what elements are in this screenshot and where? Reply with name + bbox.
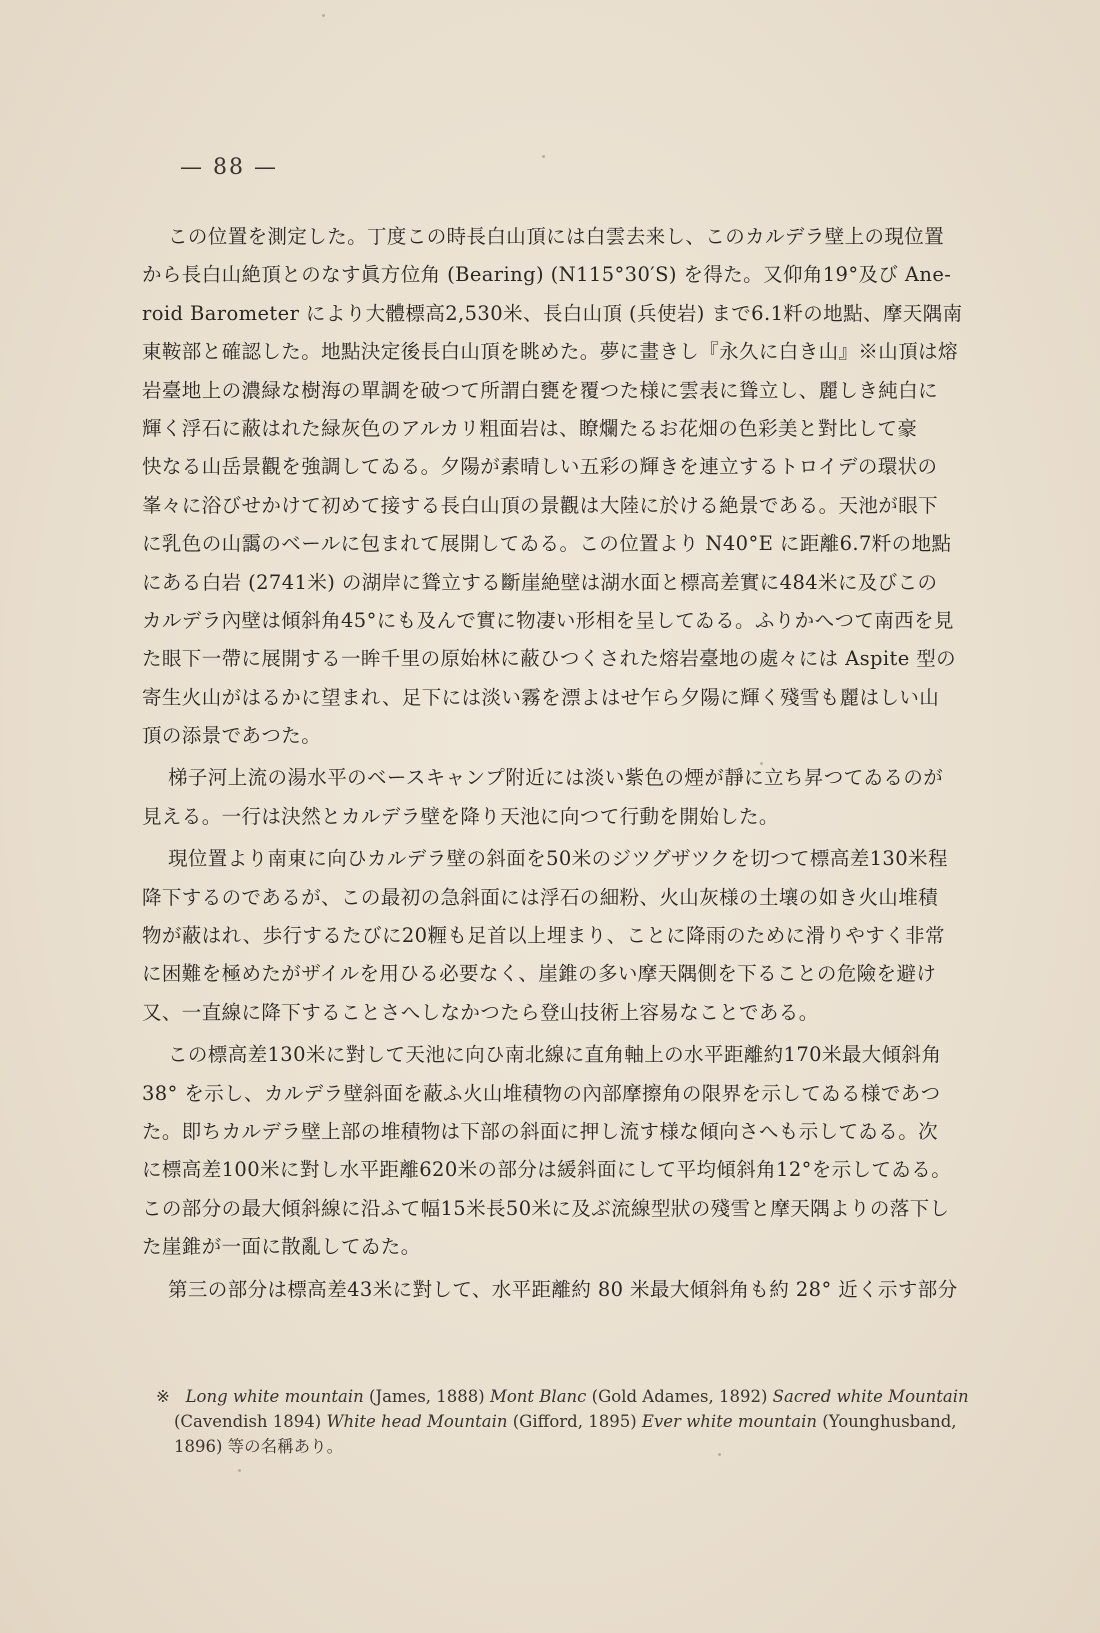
footnote-line (156, 1409, 1006, 1434)
paper-speck (760, 762, 763, 765)
text-line: この位置を測定した。丁度この時長白山頂には白雲去来し、このカルデラ壁上の現位置 (168, 225, 945, 248)
text-line: た崖錐が一面に散亂してゐた。 (142, 1235, 421, 1259)
text-line: 見える。一行は決然とカルデラ壁を降り天池に向つて行動を開始した。 (142, 804, 779, 828)
text-line: から長白山絶頂とのなす眞方位角 (Bearing) (N115°30′S) を得た。又仰角19°及び Ane- (142, 263, 952, 287)
text-line: にある白岩 (2741米) の湖岸に聳立する斷崖絶壁は湖水面と標高差實に484米に及びこの (142, 570, 938, 594)
paper-speck (542, 155, 545, 158)
text-line: に困難を極めたがザイルを用ひる必要なく、崖錐の多い摩天隅側を下ることの危險を避け (142, 962, 937, 986)
paper-speck (718, 1453, 721, 1456)
footnote-source: (Gifford, 1895) (512, 1412, 637, 1431)
text-line: た眼下一帶に展開する一眸千里の原始林に蔽ひつくされた熔岩臺地の處々には Aspite 型の (142, 647, 957, 671)
footnote-line: 1896) 等の名稱あり。 (174, 1437, 344, 1456)
footnote-source: (James, 1888) (369, 1387, 485, 1406)
text-line: 38° を示し、カルデラ壁斜面を蔽ふ火山堆積物の內部摩擦角の限界を示してゐる様であつ (142, 1081, 941, 1105)
footnote-mark: ※ (156, 1387, 170, 1406)
paragraph (142, 759, 1002, 836)
text-line: 頂の添景であつた。 (142, 724, 322, 748)
text-line: この標高差130米に對して天池に向ひ南北線に直角軸上の水平距離約170米最大傾斜角 (168, 1043, 942, 1067)
text-line: に標高差100米に對し水平距離620米の部分は緩斜面にして平均傾斜角12°を示してゐる。 (142, 1158, 952, 1182)
text-line: 峯々に浴びせかけて初めて接する長白山頂の景觀は大陸に於ける絶景である。天池が眼下 (142, 493, 939, 517)
footnote-source: (Younghusband, (822, 1412, 957, 1431)
body-text (142, 218, 1002, 1309)
footnote-line (156, 1384, 1006, 1409)
text-line: 東鞍部と確認した。地點決定後長白山頂を眺めた。夢に畫きし『永久に白き山』※山頂は熔 (142, 340, 958, 364)
footnote-title: Long white mountain (185, 1387, 364, 1406)
paragraph (142, 218, 1002, 755)
text-line: 快なる山岳景觀を強調してゐる。夕陽が素晴しい五彩の輝きを連立するトロイデの環状の (142, 455, 938, 479)
text-line: 降下するのであるが、この最初の急斜面には浮石の細粉、火山灰様の土壤の如き火山堆積 (142, 885, 939, 909)
text-line: 物が蔽はれ、歩行するたびに20糎も足首以上埋まり、ことに降雨のために滑りやすく非常 (142, 924, 945, 948)
footnote-title: Sacred white Mountain (772, 1387, 969, 1406)
paper-speck (322, 14, 325, 17)
text-line: 輝く浮石に蔽はれた緑灰色のアルカリ粗面岩は、瞭爛たるお花畑の色彩美と對比して豪 (142, 416, 918, 440)
footnote-title: Mont Blanc (489, 1387, 587, 1406)
paragraph (142, 840, 1002, 1032)
text-line: 現位置より南東に向ひカルデラ壁の斜面を50米のジツグザツクを切つて標高差130米程 (168, 847, 948, 871)
footnote-title: White head Mountain (326, 1412, 508, 1431)
text-line: カルデラ內壁は傾斜角45°にも及んで實に物凄い形相を呈してゐる。ふりかへつて南西を見 (142, 608, 954, 632)
footnote-source: (Cavendish 1894) (174, 1412, 322, 1431)
footnote-source: (Gold Adames, 1892) (591, 1387, 768, 1406)
paragraph (142, 1036, 1002, 1266)
text-line: 岩臺地上の濃緑な樹海の單調を破つて所謂白甕を覆つた様に雲表に聳立し、麗しき純白に (142, 378, 939, 402)
paper-speck (238, 1469, 241, 1472)
footnote-title: Ever white mountain (641, 1412, 818, 1431)
text-line: た。即ちカルデラ壁上部の堆積物は下部の斜面に押し流す様な傾向さへも示してゐる。次 (142, 1119, 939, 1143)
text-line: roid Barometer により大體標高2,530米、長白山頂 (兵使岩) まで6.1粁の地點、摩天隅南 (142, 301, 963, 325)
page-number: — 88 — (180, 155, 278, 180)
text-line: この部分の最大傾斜線に沿ふて幅15米長50米に及ぶ流線型狀の殘雪と摩天隅よりの落下し (142, 1196, 950, 1220)
text-line: に乳色の山靄のベールに包まれて展開してゐる。この位置より N40°E に距離6.7粁の地點 (142, 532, 952, 556)
text-line: 又、一直線に降下することさへしなかつたら登山技術上容易なことである。 (142, 1000, 819, 1024)
paragraph (142, 1271, 1002, 1309)
text-line: 梯子河上流の湯水平のベースキャンプ附近には淡い紫色の煙が靜に立ち昇つてゐるのが (168, 766, 944, 790)
footnote (156, 1384, 1006, 1459)
text-line: 第三の部分は標高差43米に對して、水平距離約 80 米最大傾斜角も約 28° 近く示す部分 (168, 1277, 958, 1301)
text-line: 寄生火山がはるかに望まれ、足下には淡い霧を漂よはせ乍ら夕陽に輝く殘雪も麗はしい山 (142, 685, 940, 709)
